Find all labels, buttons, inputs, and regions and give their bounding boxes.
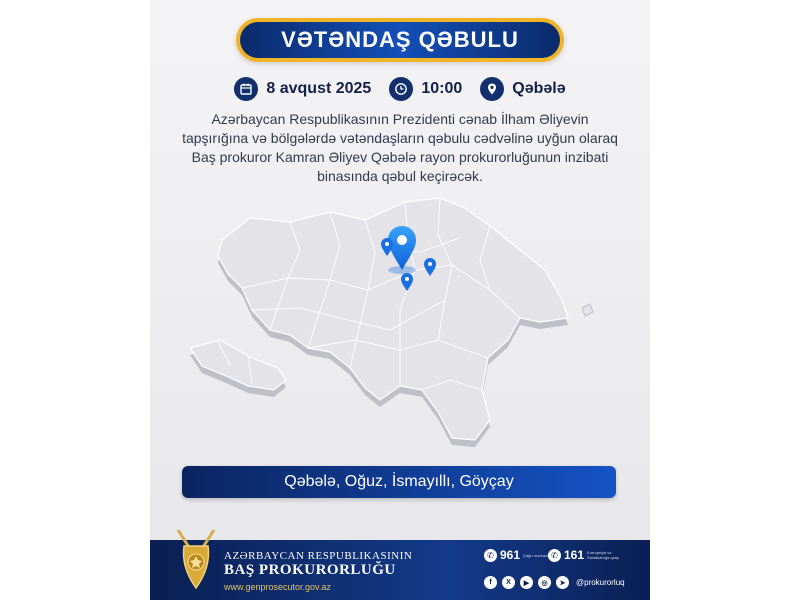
social-links [484, 576, 625, 589]
description-text: Azərbaycan Respublikasının Prezidenti cənab İlham Əliyevin tapşırığına və bölgələrdə vətəndaşların qəbulu cədvəlinə uyğun olaraq Baş prokuror Kamran Əliyev Qəbələ rayon prokurorluğunun inzibati binasında qəbul keçirəcək. [182, 111, 618, 184]
x-icon[interactable]: X [502, 576, 515, 589]
phone-icon: ✆ [484, 549, 497, 562]
footer [150, 540, 650, 600]
prosecutor-emblem-icon [172, 528, 220, 596]
phone-icon: ✆ [548, 549, 561, 562]
hotline-number: 161 [564, 548, 585, 562]
event-info [150, 76, 650, 102]
location-pin-icon [480, 77, 504, 101]
hotline-161[interactable] [548, 548, 627, 562]
social-handle[interactable]: @prokurorluq [576, 578, 625, 587]
event-time: 10:00 [421, 80, 463, 97]
hotline-caption: Çağrı mərkəzi [523, 552, 548, 558]
event-location: Qəbələ [512, 80, 566, 97]
telegram-icon[interactable]: ➤ [556, 576, 569, 589]
clock-icon [389, 77, 413, 101]
instagram-icon[interactable]: ◎ [538, 576, 551, 589]
event-date: 8 avqust 2025 [266, 80, 372, 97]
regions-text: Qəbələ, Oğuz, İsmayıllı, Göyçay [284, 473, 514, 490]
hotline-number: 961 [500, 548, 521, 562]
org-name-line1: AZƏRBAYCAN RESPUBLIKASININ [224, 550, 413, 562]
calendar-icon [234, 77, 258, 101]
org-name-line2: BAŞ PROKURORLUĞU [224, 562, 396, 578]
map-island [582, 304, 593, 316]
website-link[interactable]: www.genprosecutor.gov.az [224, 582, 331, 592]
page-title: VƏTƏNDAŞ QƏBULU [240, 22, 560, 58]
azerbaijan-map [190, 190, 610, 460]
poster [150, 0, 650, 600]
youtube-icon[interactable]: ▶ [520, 576, 533, 589]
facebook-icon[interactable]: f [484, 576, 497, 589]
regions-bar [182, 466, 616, 498]
hotline-caption: Korrupsiya və Saxtakarlığa qarşı [587, 550, 620, 560]
title-badge [236, 18, 564, 62]
